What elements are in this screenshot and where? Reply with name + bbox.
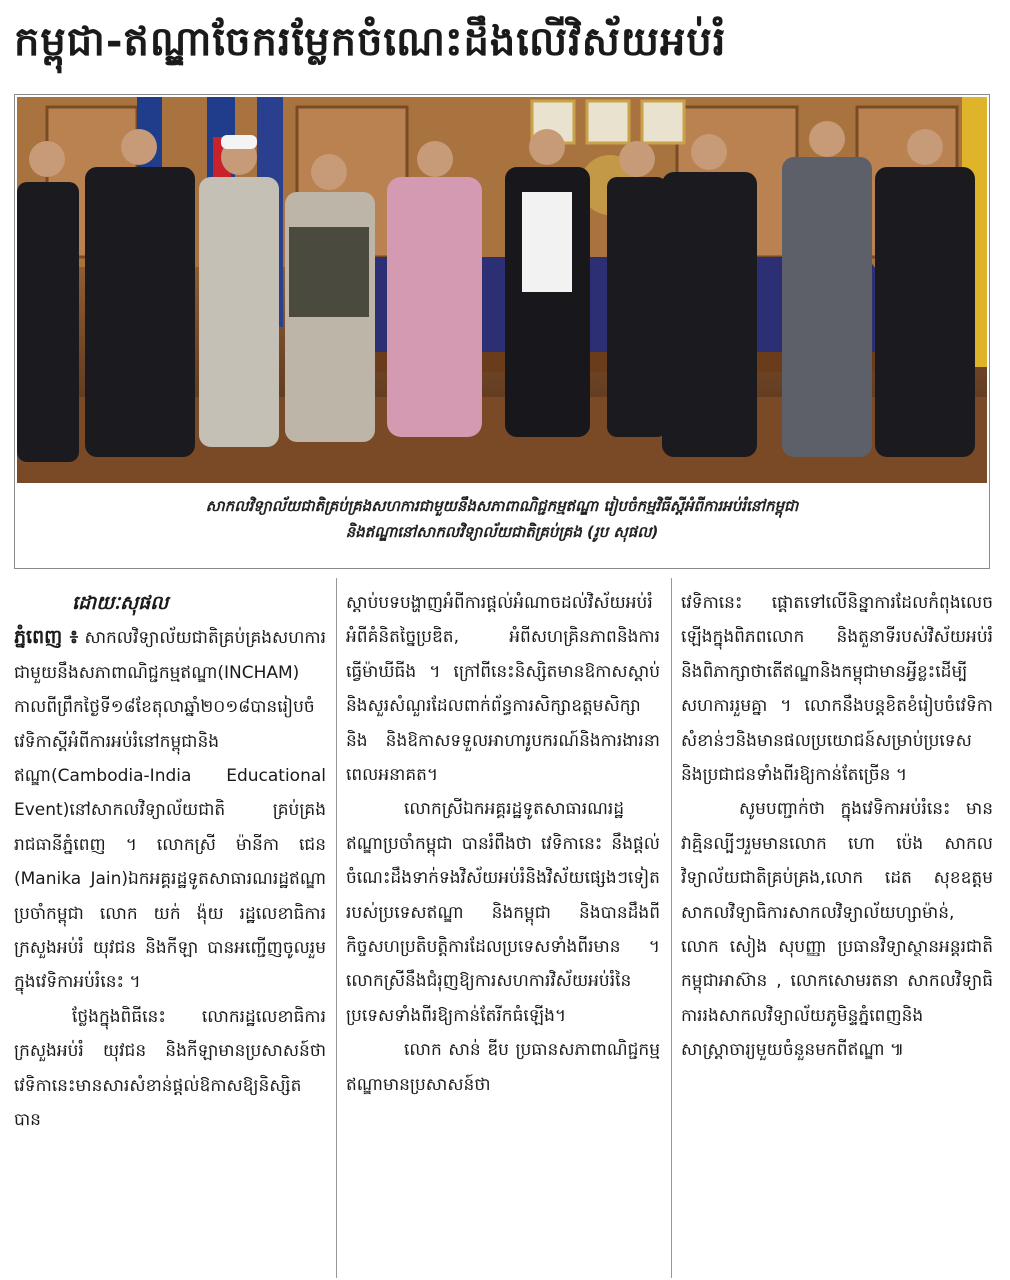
photo-caption — [17, 487, 987, 565]
article-column-3 — [681, 586, 993, 1276]
paragraph: វេទិកានេះ ផ្តោតទៅលើនិន្នាការដែលកំពុងលេចឡើងក្នុងពិភពលោក និងតួនាទីរបស់វិស័យអប់រំ និងពិភាក្សាថាតើឥណ្ឌានិងកម្ពុជាមានអ្វីខ្លះដើម្បីសហការរួមគ្នា ។ លោកនឹងបន្តខិតខំរៀបចំវេទិកាសំខាន់ៗនិងមានផលប្រយោជន៍សម្រាប់ប្រទេសនិងប្រជាជនទាំងពីរឱ្យកាន់តែច្រើន ។ — [681, 593, 993, 786]
headline: កម្ពុជា-ឥណ្ឌាចែករម្លែកចំណេះដឹងលើវិស័យអប់រំ — [14, 18, 727, 65]
paragraph: លោក សាន់ ឌីប ប្រធានសភាពាណិជ្ជកម្មឥណ្ឌាមានប្រសាសន៍ថា — [346, 1040, 660, 1095]
byline: ដោយៈសុផល — [72, 592, 169, 614]
paragraph: លោកស្រីឯកអគ្គរដ្ឋទូតសាធារណរដ្ឋឥណ្ឌាប្រចាំកម្ពុជា បានរំពឹងថា វេទិកានេះ នឹងផ្តល់ចំណេះដឹងទាក់ទងវិស័យអប់រំនិងវិស័យផ្សេងៗទៀតរបស់ប្រទេសឥណ្ឌា និងកម្ពុជា និងបានដឹងពីកិច្ចសហប្រតិបត្តិការដែលប្រទេសទាំងពីរមាន ។ លោកស្រីនឹងជំរុញឱ្យការសហការវិស័យអប់រំនៃប្រទេសទាំងពីរឱ្យកាន់តែរីកធំឡើង។ — [346, 799, 660, 1026]
column-divider — [671, 578, 672, 1278]
article-column-1 — [14, 586, 326, 1276]
article-column-2 — [346, 586, 660, 1276]
paragraph: ថ្លែងក្នុងពិធីនេះ លោករដ្ឋលេខាធិការក្រសួងអប់រំ យុវជន និងកីឡាមានប្រសាសន៍ថា វេទិកានេះមានសារសំខាន់ផ្តល់ឱកាសឱ្យនិស្សិតបាន — [14, 1006, 326, 1131]
paragraph: ស្តាប់បទបង្ហាញអំពីការផ្តល់អំណាចដល់វិស័យអប់រំ អំពីគំនិតច្នៃប្រឌិត, អំពីសហគ្រិនភាពនិងការធ្វើម៉ាឃីធីង ។ ក្រៅពីនេះនិស្សិតមានឱកាសស្តាប់និងសួរសំណួរដែលពាក់ព័ន្ធការសិក្សាឧត្តមសិក្សានិង និងឱកាសទទួលអាហារូបករណ៍និងការងារនាពេលអនាគត។ — [346, 593, 660, 786]
paragraph-text: សាកលវិទ្យាល័យជាតិគ្រប់គ្រងសហការជាមួយនឹងសភាពាណិជ្ជកម្មឥណ្ឌា(INCHAM) កាលពីព្រឹកថ្ងៃទី១៨ខែតុលាឆ្នាំ២០១៨បានរៀបចំវេទិកាស្តីអំពីការអប់រំនៅកម្ពុជានិងឥណ្ឌា(Cambodia-India Educational Event)នៅសាកលវិទ្យាល័យជាតិ គ្រប់គ្រងរាជធានីភ្នំពេញ ។ លោកស្រី ម៉ានីកា ជេន (Manika Jain)ឯកអគ្គរដ្ឋទូតសាធារណរដ្ឋឥណ្ឌាប្រចាំកម្ពុជា លោក យក់ ង៉ុយ រដ្ឋលេខាធិការក្រសួងអប់រំ យុវជន និងកីឡា បានអញ្ជើញចូលរួមក្នុងវេទិកាអប់រំនេះ ។ — [14, 628, 326, 993]
column-divider — [336, 578, 337, 1278]
group-photo-image — [17, 97, 987, 483]
paragraph: សូមបញ្ជាក់ថា ក្នុងវេទិកាអប់រំនេះ មានវាគ្មិនល្បីៗរួមមានលោក ហោ ប៉េង សាកលវិទ្យាល័យជាតិគ្រប់គ្រង,លោក ដេត សុខឧត្តម សាកលវិទ្យាធិការសាកលវិទ្យាល័យហ្សាម៉ាន់, លោក សៀង សុបញ្ញា ប្រធានវិទ្យាស្ថានអន្តរជាតិកម្ពុជាអាស៊ាន , លោកសោមរតនា សាកលវិទ្យាធិការរងសាកលវិទ្យាល័យភូមិន្ទភ្នំពេញនិងសាស្ត្រាចារ្យមួយចំនួនមកពីឥណ្ឌា ៕ — [681, 799, 993, 1061]
caption-line-2: និងឥណ្ឌានៅសាកលវិទ្យាល័យជាតិគ្រប់គ្រង (រូប សុផល) — [345, 523, 659, 541]
caption-line-1: សាកលវិទ្យាល័យជាតិគ្រប់គ្រងសហការជាមួយនឹងសភាពាណិជ្ជកម្មឥណ្ឌា រៀបចំកម្មវិធីស្តីអំពីការអប់រំនៅកម្ពុជា — [205, 497, 799, 515]
photo-illustration — [17, 97, 987, 483]
paragraph — [14, 620, 326, 999]
dateline: ភ្នំពេញ ៖ — [14, 626, 79, 649]
photo-frame — [14, 94, 990, 569]
